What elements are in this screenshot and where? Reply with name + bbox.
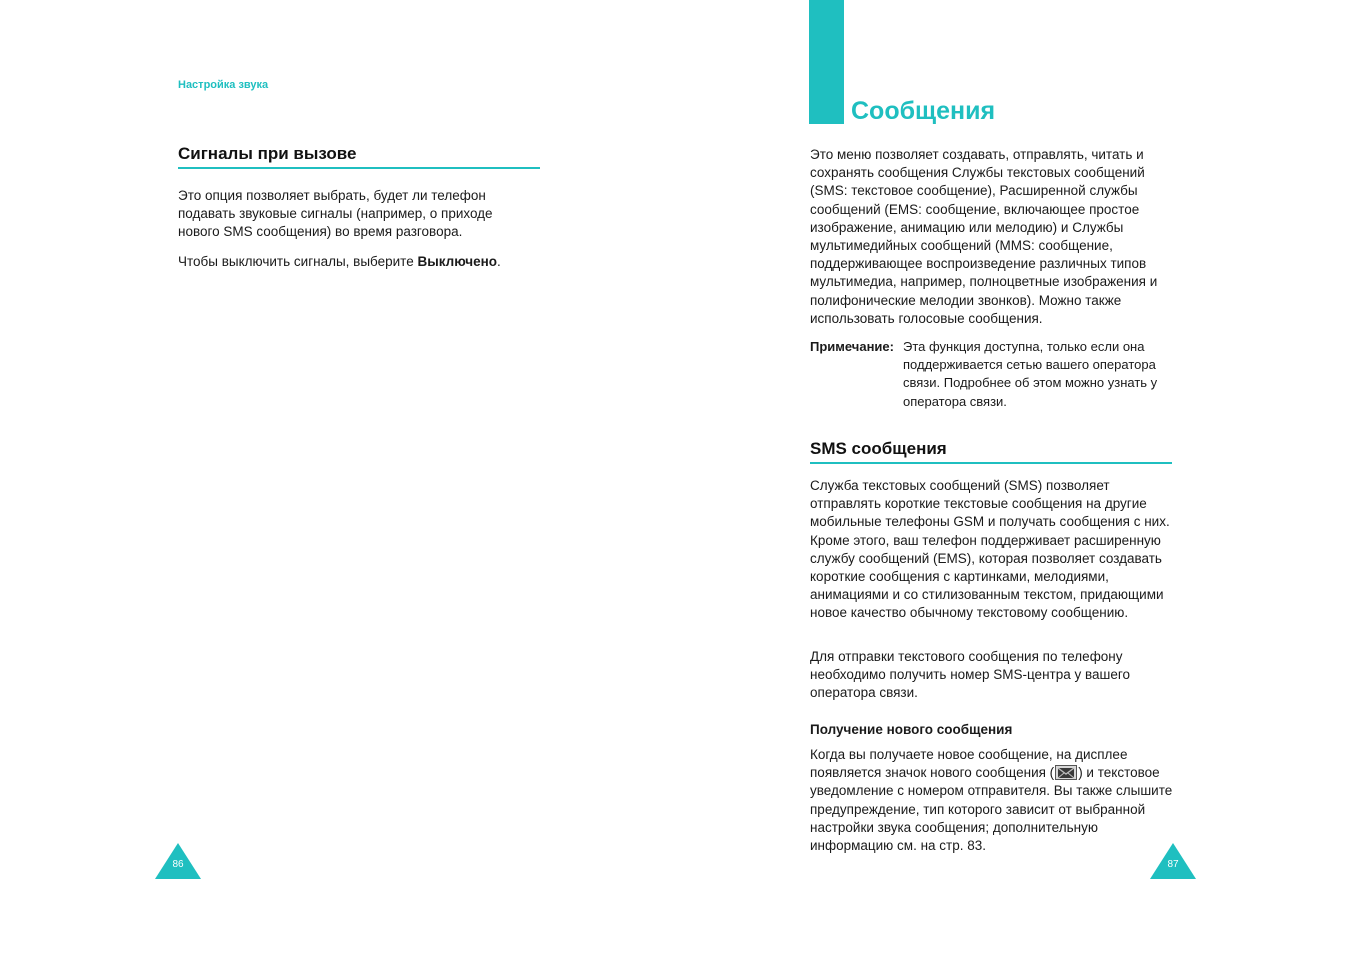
chapter-accent-bar bbox=[809, 0, 844, 124]
sms-description: Служба текстовых сообщений (SMS) позволяет отправлять короткие текстовые сообщения на другие мобильные телефоны GSM и получать сообщения с них. Кроме этого, ваш телефон поддерживает расширенную службу сообщений (EMS), которая позволяет создавать короткие сообщения с картинками, мелодиями, анимациями и со стилизованным текстом, придающими новое качество обычному текстовому сообщению. bbox=[810, 478, 1170, 621]
receive-text-2: ) и текстовое уведомление с номером отправителя. Вы также слышите предупреждение, тип которого зависит от выбранной настройки звука сообщения; дополнительную информацию см. на стр. 83. bbox=[810, 765, 1173, 854]
option-off-label: Выключено bbox=[417, 254, 498, 269]
messages-intro: Это меню позволяет создавать, отправлять, читать и сохранять сообщения Службы текстовых сообщений (SMS: текстовое сообщение), Расширенной службы сообщений (EMS: сообщение, включающее простое изображение, анимацию или мелодию) и Службы мультимедийных сообщений (MMS: сообщение, поддерживающее воспроизведение различных типов мультимедиа, например, полноцветные изображения и полифонические мелодии звонков). Можно также использовать голосовые сообщения. bbox=[810, 147, 1158, 326]
running-header: Настройка звука bbox=[178, 79, 269, 91]
sms-center-note: Для отправки текстового сообщения по телефону необходимо получить номер SMS-центра у вашего оператора связи. bbox=[810, 649, 1130, 701]
section-title-call-signals: Сигналы при вызове bbox=[178, 144, 540, 169]
note-text: Эта функция доступна, только если она поддерживается сетью вашего оператора связи. Подробнее об этом можно узнать у оператора связи. bbox=[903, 339, 1158, 409]
new-message-envelope-icon bbox=[1055, 765, 1077, 780]
page-number-right: 87 bbox=[1167, 859, 1179, 870]
section-title-sms: SMS сообщения bbox=[810, 439, 1172, 464]
note-label: Примечание: bbox=[810, 339, 894, 354]
call-signals-instruction bbox=[178, 253, 538, 271]
page-number-left: 86 bbox=[172, 859, 184, 870]
call-signals-description: Это опция позволяет выбрать, будет ли телефон подавать звуковые сигналы (например, о приходе нового SMS сообщения) во время разговора. bbox=[178, 188, 493, 240]
receive-description bbox=[810, 746, 1175, 855]
instruction-text: Чтобы выключить сигналы, выберите bbox=[178, 254, 418, 269]
receive-heading: Получение нового сообщения bbox=[810, 722, 1013, 737]
instruction-end: . bbox=[497, 254, 501, 269]
receive-text-1: Когда вы получаете новое сообщение, на дисплее появляется значок нового сообщения ( bbox=[810, 747, 1128, 781]
chapter-title: Сообщения bbox=[851, 97, 996, 125]
